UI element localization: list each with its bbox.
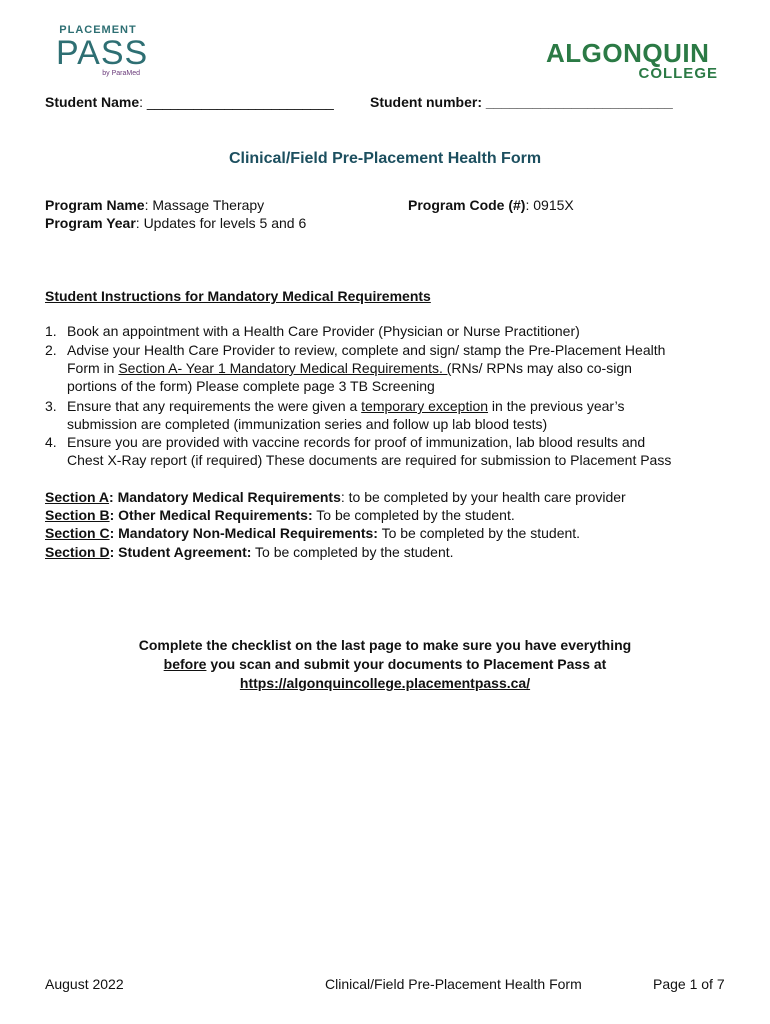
program-name	[45, 196, 264, 214]
program-code-label: Program Code (#)	[408, 197, 526, 213]
instructions-heading: Student Instructions for Mandatory Medical Requirements	[45, 288, 431, 304]
algonquin-college-logo	[546, 40, 718, 84]
list-item-continuation: submission are completed (immunization series and follow up lab blood tests)	[67, 416, 548, 432]
placement-pass-logo	[56, 24, 149, 84]
section-a-reference-link[interactable]: Section A- Year 1 Mandatory Medical Requirements. (	[118, 360, 452, 376]
program-code	[408, 196, 574, 214]
section-title: : Other Medical Requirements:	[109, 507, 313, 523]
list-item-number: 1.	[45, 323, 57, 339]
program-year-label: Program Year	[45, 215, 136, 231]
section-id: Section C	[45, 525, 110, 541]
list-item-number: 3.	[45, 398, 57, 414]
list-item-text: Advise your Health Care Provider to review, complete and sign/ stamp the Pre-Placement Health	[67, 342, 666, 358]
checklist-note-line1: Complete the checklist on the last page to make sure you have everything	[138, 637, 632, 653]
section-desc: To be completed by the student.	[251, 544, 454, 560]
checklist-note-line2	[0, 655, 770, 674]
list-item-number: 2.	[45, 342, 57, 358]
logo-text-algonquin: ALGONQUIN	[546, 38, 710, 68]
section-desc: To be completed by the student.	[312, 507, 515, 523]
logo-text-main: PASS	[56, 34, 149, 72]
before-emphasis: before	[163, 656, 207, 672]
list-item-continuation	[67, 359, 632, 377]
list-item-text: RNs/ RPNs may also co-sign	[451, 360, 632, 376]
section-desc: To be completed by the student.	[377, 525, 581, 541]
checklist-note-text: you scan and submit your documents to Placement Pass at	[206, 656, 607, 672]
section-c-description	[45, 524, 580, 542]
list-item	[45, 341, 665, 359]
footer-page-number: Page 1 of 7	[653, 976, 725, 992]
student-number-field[interactable]: Student number: ________________________	[370, 94, 673, 110]
section-id: Section A	[45, 489, 110, 505]
program-code-value: : 0915X	[525, 197, 574, 213]
logo-text-by: by ParaMed	[102, 70, 140, 77]
section-title: : Mandatory Medical Requirements	[109, 489, 341, 505]
logo-text-top: PLACEMENT	[59, 24, 137, 36]
section-d-description	[45, 543, 454, 561]
section-title: : Student Agreement:	[109, 544, 252, 560]
student-name-label: Student Name	[45, 94, 140, 110]
list-item-text: Ensure you are provided with vaccine records for proof of immunization, lab blood results and	[67, 434, 646, 450]
footer-date: August 2022	[45, 976, 124, 992]
temporary-exception-link[interactable]: temporary exception	[361, 398, 489, 414]
section-a-description	[45, 488, 626, 506]
placement-pass-link[interactable]: https://algonquincollege.placementpass.ca/	[239, 675, 531, 691]
logo-text-college: COLLEGE	[638, 65, 718, 82]
page-title: Clinical/Field Pre-Placement Health Form	[228, 150, 542, 167]
list-item-text: Form in	[67, 360, 119, 376]
list-item-continuation: Chest X-Ray report (if required) These documents are required for submission to Placement Pass	[67, 452, 672, 468]
program-year-value: : Updates for levels 5 and 6	[135, 215, 307, 231]
list-item-number: 4.	[45, 434, 57, 450]
program-name-label: Program Name	[45, 197, 145, 213]
list-item-continuation: portions of the form) Please complete page 3 TB Screening	[67, 378, 435, 394]
program-year	[45, 214, 306, 232]
section-id: Section D	[45, 544, 110, 560]
student-name-field[interactable]	[45, 93, 334, 111]
section-desc: : to be completed by your health care provider	[340, 489, 626, 505]
program-name-value: : Massage Therapy	[144, 197, 265, 213]
student-name-blank: : ________________________	[139, 94, 334, 110]
list-item-text: Ensure that any requirements the were given a	[67, 398, 362, 414]
list-item	[45, 397, 624, 415]
footer-form-name: Clinical/Field Pre-Placement Health Form	[325, 976, 582, 992]
section-b-description	[45, 506, 515, 524]
list-item	[45, 433, 645, 451]
list-item-text: in the previous year’s	[488, 398, 625, 414]
section-id: Section B	[45, 507, 110, 523]
section-title: : Mandatory Non-Medical Requirements:	[109, 525, 378, 541]
list-item-text: Book an appointment with a Health Care Provider (Physician or Nurse Practitioner)	[67, 323, 580, 339]
list-item	[45, 322, 580, 340]
